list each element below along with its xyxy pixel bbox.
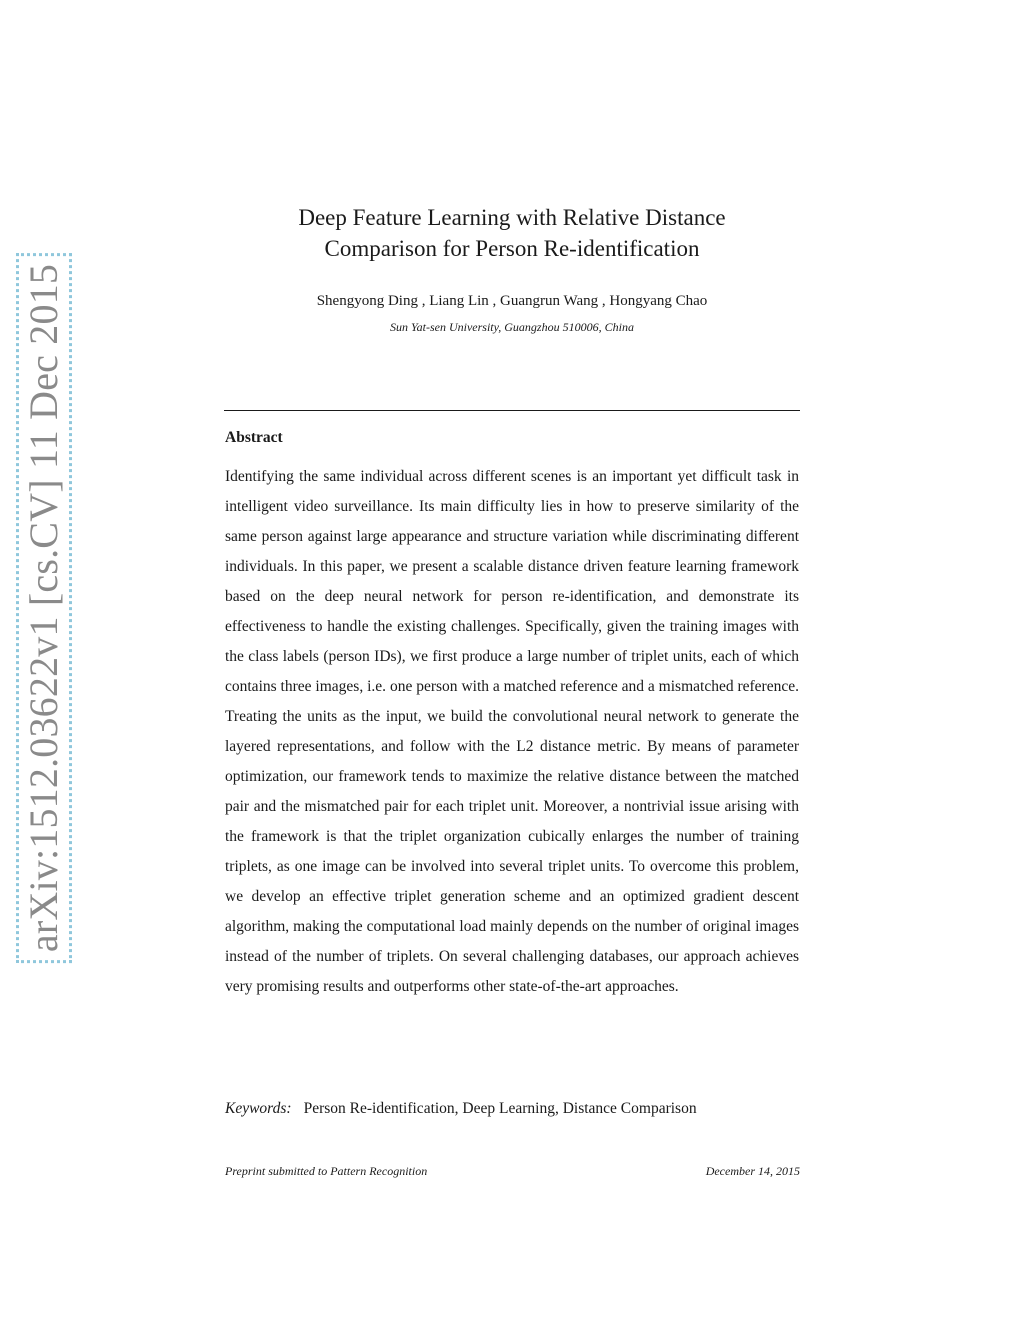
abstract-heading: Abstract xyxy=(225,429,283,446)
affiliation: Sun Yat-sen University, Guangzhou 510006, China xyxy=(390,320,634,334)
preprint-date: December 14, 2015 xyxy=(705,1164,800,1178)
arxiv-stamp-text: arXiv:1512.03622v1 [cs.CV] 11 Dec 2015 xyxy=(16,253,72,963)
preprint-note: Preprint submitted to Pattern Recognition xyxy=(225,1164,428,1178)
keywords-label: Keywords: xyxy=(225,1100,292,1117)
abstract-divider xyxy=(224,410,800,411)
paper-title xyxy=(224,202,800,264)
keywords xyxy=(225,1099,799,1119)
paper-title-line-1: Deep Feature Learning with Relative Distance xyxy=(298,205,726,230)
author-list: Shengyong Ding , Liang Lin , Guangrun Wang , Hongyang Chao xyxy=(316,293,708,309)
paper-title-line-2: Comparison for Person Re-identification xyxy=(324,236,700,261)
keywords-value: Person Re-identification, Deep Learning, Distance Comparison xyxy=(303,1100,697,1117)
abstract-body: Identifying the same individual across different scenes is an important yet difficult task in intelligent video surveillance. Its main difficulty lies in how to preserve similarity of the same person against large appearance and structure variation while discriminating different individuals. In this paper, we present a scalable distance driven feature learning framework based on the deep neural network for person re-identification, and demonstrate its effectiveness to handle the existing challenges. Specifically, given the training images with the class labels (person IDs), we first produce a large number of triplet units, each of which contains three images, i.e. one person with a matched reference and a mismatched reference. Treating the units as the input, we build the convolutional neural network to generate the layered representations, and follow with the L2 distance metric. By means of parameter optimization, our framework tends to maximize the relative distance between the matched pair and the mismatched pair for each triplet unit. Moreover, a nontrivial issue arising with the framework is that the triplet organization cubically enlarges the number of training triplets, as one image can be involved into several triplet units. To overcome this problem, we develop an effective triplet generation scheme and an optimized gradient descent algorithm, making the computational load mainly depends on the number of original images instead of the number of triplets. On several challenging databases, our approach achieves very promising results and outperforms other state-of-the-art approaches. xyxy=(225,468,799,995)
